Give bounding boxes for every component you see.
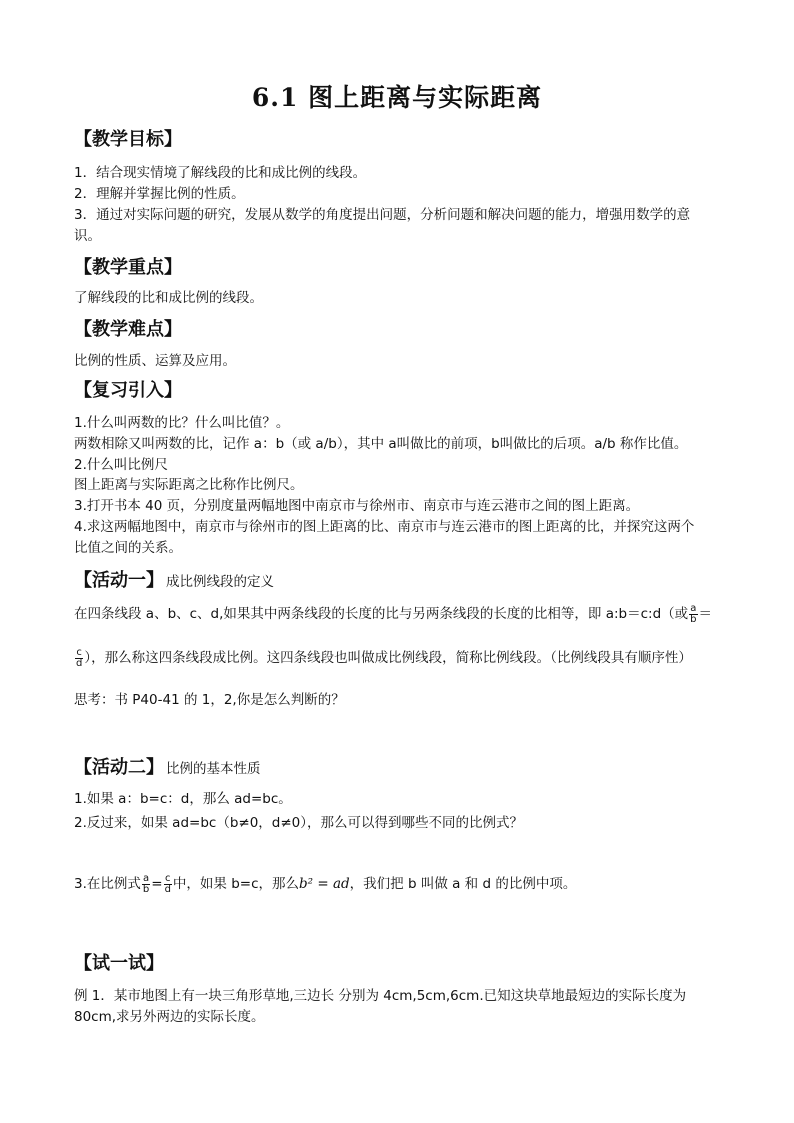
- fraction-denominator: b: [142, 883, 150, 895]
- fraction-c-d: [164, 874, 172, 895]
- fraction-numerator: a: [143, 872, 150, 884]
- equals-sign: =: [151, 876, 163, 892]
- review-line-5: 3.打开书本 40 页，分别度量两幅地图中南京市与徐州市、南京市与连云港市之间的图上距离。: [74, 498, 640, 514]
- activity-2-line-2: 2.反过来，如果 ad=bc（b≠0，d≠0），那么可以得到哪些不同的比例式？: [74, 815, 524, 831]
- review-line-6: 4.求这两幅地图中，南京市与徐州市的图上距离的比、南京市与连云港市的图上距离的比，并探究这两个: [74, 519, 695, 535]
- activity-1-title: 【活动一】: [74, 570, 164, 591]
- review-line-3: 2.什么叫比例尺: [74, 457, 168, 473]
- difficulties-text: 比例的性质、运算及应用。: [74, 353, 236, 369]
- fraction-numerator: c: [76, 646, 82, 658]
- fraction-denominator: d: [76, 657, 83, 669]
- fraction-a-b: [689, 604, 697, 625]
- fraction-denominator: b: [690, 613, 697, 625]
- review-line-4: 图上距离与实际距离之比称作比例尺。: [74, 477, 304, 493]
- heading-difficulties: 【教学难点】: [74, 319, 182, 340]
- activity-1-subtitle: 成比例线段的定义: [166, 574, 274, 590]
- fraction-numerator: a: [690, 602, 697, 614]
- review-line-1: 1.什么叫两数的比？什么叫比值？。: [74, 415, 290, 431]
- objective-item-2: 2．理解并掌握比例的性质。: [74, 186, 245, 202]
- fraction-a-b: [142, 874, 150, 895]
- heading-activity-1: [74, 566, 274, 592]
- activity-1-think: 思考：书 P40-41 的 1，2,你是怎么判断的？: [74, 692, 345, 708]
- fraction-c-d: [75, 648, 83, 669]
- activity-1-line-1: [74, 602, 712, 625]
- objective-item-3-cont: 识。: [74, 228, 101, 244]
- activity-2-text-mid: 中，如果 b=c，那么: [172, 876, 300, 892]
- activity-1-text-1: 在四条线段 a、b、c、d,如果其中两条线段的长度的比与另两条线段的长度的比相等，即 a:b＝c:d（或: [74, 606, 689, 622]
- heading-review: 【复习引入】: [74, 380, 182, 401]
- activity-1-line-2: [74, 646, 692, 669]
- activity-2-text-post: ，我们把 b 叫做 a 和 d 的比例中项。: [349, 876, 577, 892]
- activity-2-subtitle: 比例的基本性质: [166, 761, 261, 777]
- objective-item-1: 1．结合现实情境了解线段的比和成比例的线段。: [74, 165, 367, 181]
- heading-try: 【试一试】: [74, 953, 164, 974]
- heading-activity-2: [74, 753, 261, 779]
- try-line-1: 例 1．某市地图上有一块三角形草地,三边长 分别为 4cm,5cm,6cm.已知这块草地最短边的实际长度为: [74, 988, 687, 1004]
- fraction-denominator: d: [164, 883, 171, 895]
- heading-objectives: 【教学目标】: [74, 129, 182, 150]
- fraction-numerator: c: [164, 872, 171, 884]
- review-line-7: 比值之间的关系。: [74, 540, 182, 556]
- formula-b-squared: b² = ad: [299, 876, 350, 892]
- equals-sign: ＝: [698, 606, 712, 622]
- heading-key-points: 【教学重点】: [74, 257, 182, 278]
- activity-1-text-2: ），那么称这四条线段成比例。这四条线段也叫做成比例线段，简称比例线段。（比例线段具有顺序性）: [84, 650, 692, 666]
- activity-2-line-3: [74, 872, 576, 895]
- key-points-text: 了解线段的比和成比例的线段。: [74, 290, 263, 306]
- try-line-2: 80cm,求另外两边的实际长度。: [74, 1009, 265, 1025]
- review-line-2: 两数相除又叫两数的比，记作 a：b（或 a/b），其中 a叫做比的前项，b叫做比的后项。a/b 称作比值。: [74, 436, 688, 452]
- objective-item-3: 3．通过对实际问题的研究，发展从数学的角度提出问题，分析问题和解决问题的能力，增强用数学的意: [74, 207, 691, 223]
- activity-2-title: 【活动二】: [74, 757, 164, 778]
- activity-2-line-1: 1.如果 a：b=c：d，那么 ad=bc。: [74, 791, 292, 807]
- activity-2-text-pre: 3.在比例式: [74, 876, 141, 892]
- page-title: 6.1 图上距离与实际距离: [251, 83, 543, 112]
